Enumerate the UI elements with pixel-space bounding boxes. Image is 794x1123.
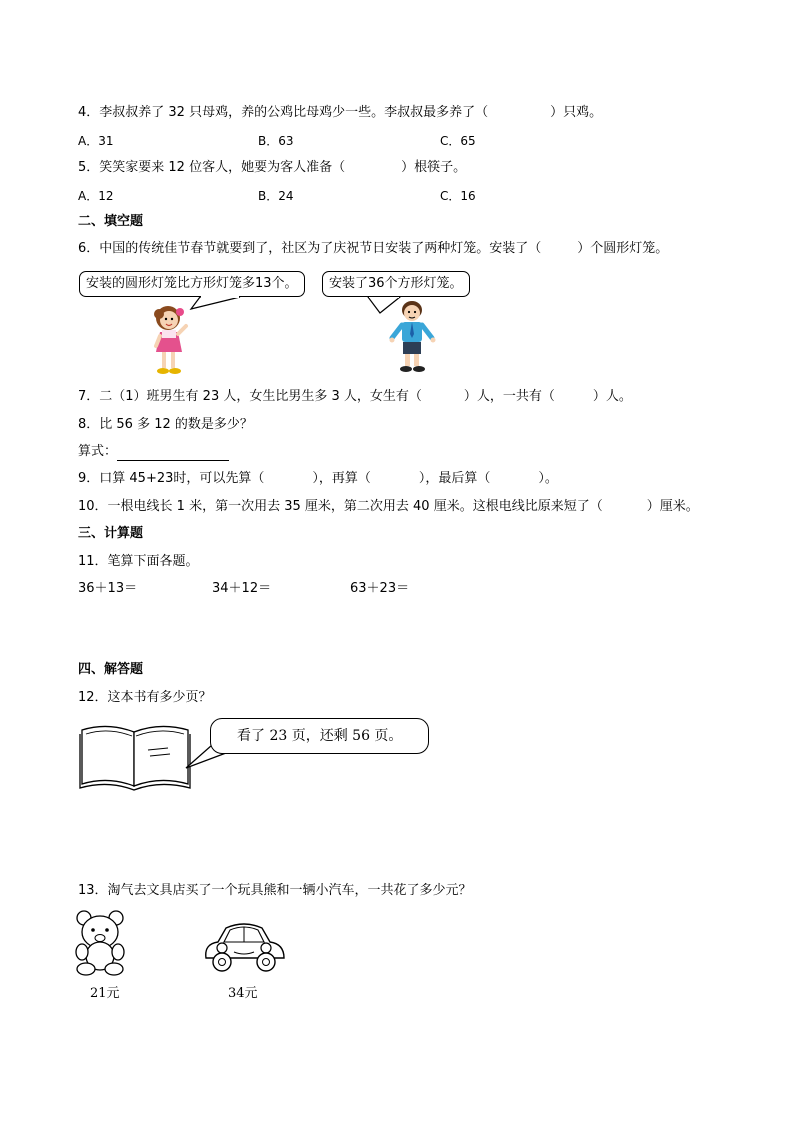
car-price: 34元 [228,986,258,1001]
question-7-text-1: 7．二（1）班男生有 23 人，女生比男生多 3 人，女生有（ [78,389,422,404]
question-4-text-end: ）只鸡。 [550,105,603,120]
question-12-text: 12．这本书有多少页？ [78,690,212,705]
question-5-text: 5．笑笑家要来 12 位客人，她要为客人准备（ [78,160,346,175]
question-9-text-2: ），再算（ [312,471,371,486]
question-4-text: 4．李叔叔养了 32 只母鸡，养的公鸡比母鸡少一些。李叔叔最多养了（ [78,105,489,120]
question-13-text: 13．淘气去文具店买了一个玩具熊和一辆小汽车，一共花了多少元？ [78,883,472,898]
question-9-text-3: ），最后算（ [418,471,491,486]
question-10-text: 10．一根电线长 1 米，第一次用去 35 厘米，第二次用去 40 厘米。这根电线比原来短了（ [78,499,603,514]
option-a[interactable]: A．31 [78,134,114,148]
question-9-text-1: 9．口算 45+23时，可以先算（ [78,471,265,486]
bear-price: 21元 [90,986,120,1001]
option-c[interactable]: C．65 [440,134,476,148]
calc-problem: 34＋12＝ [212,581,272,596]
speech-bubble-book: 看了 23 页，还剩 56 页。 [210,718,429,754]
question-7-text-3: ）人。 [592,389,632,404]
option-a[interactable]: A．12 [78,189,114,203]
toy-car-icon [200,918,288,976]
question-10-text-end: ）厘米。 [646,499,699,514]
section-heading-fill-in: 二、填空题 [78,214,144,229]
option-c[interactable]: C．16 [440,189,476,203]
option-b[interactable]: B．63 [258,134,294,148]
teddy-bear-icon [72,910,128,976]
section-heading-word-problems: 四、解答题 [78,662,144,677]
formula-label: 算式： [78,444,118,459]
calc-problem: 63＋23＝ [350,581,410,596]
question-11-text: 11．笔算下面各题。 [78,554,199,569]
question-5-text-end: ）根筷子。 [401,160,467,175]
question-7-text-2: ）人，一共有（ [463,389,555,404]
calc-problem: 36＋13＝ [78,581,138,596]
question-6-text: 6．中国的传统佳节春节就要到了，社区为了庆祝节日安装了两种灯笼。安装了（ [78,241,542,256]
question-9-text-4: ）。 [538,471,558,486]
option-b[interactable]: B．24 [258,189,294,203]
question-6-text-end: ）个圆形灯笼。 [577,241,669,256]
speech-bubble-girl: 安装的圆形灯笼比方形灯笼多13个。 [79,271,305,297]
question-8-text: 8．比 56 多 12 的数是多少？ [78,417,253,432]
speech-bubble-boy: 安装了36个方形灯笼。 [322,271,470,297]
section-heading-calculation: 三、计算题 [78,526,144,541]
